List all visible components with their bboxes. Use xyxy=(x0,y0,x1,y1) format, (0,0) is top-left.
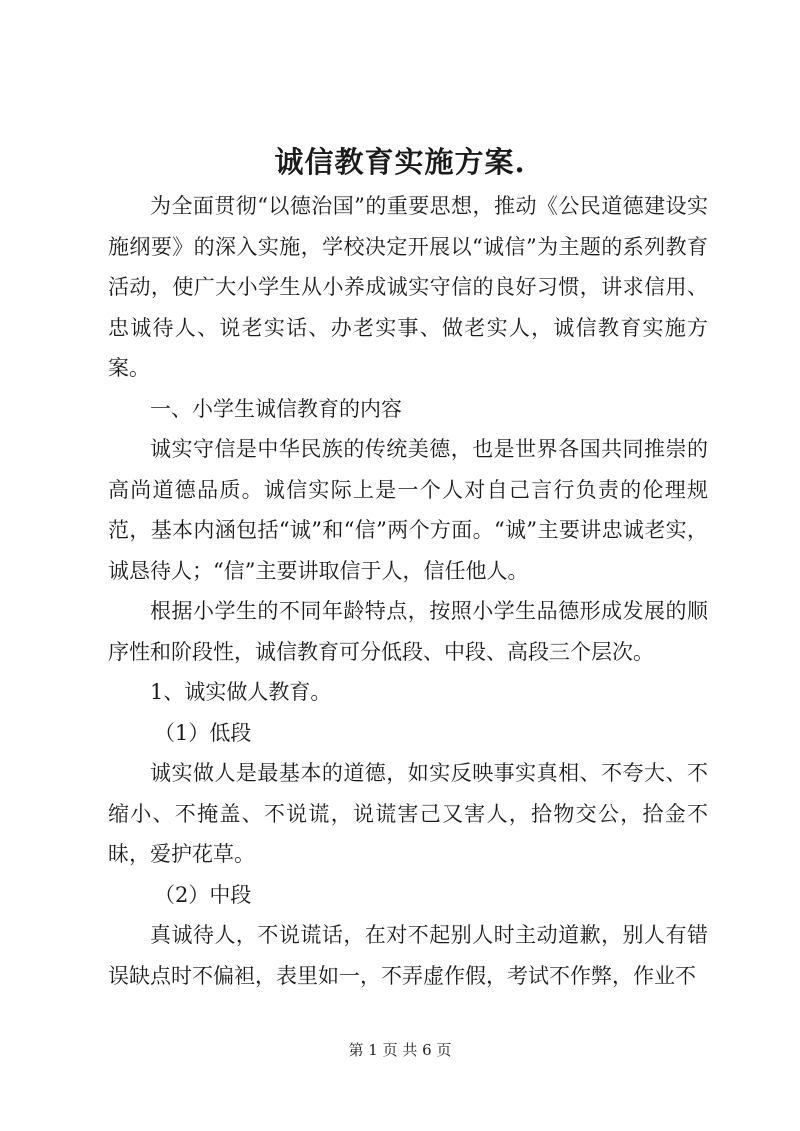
paragraph-intro: 为全面贯彻“以德治国”的重要思想，推动《公民道德建设实施纲要》的深入实施，学校决定开展以“诚信”为主题的系列教育活动，使广大小学生从小养成诚实守信的良好习惯，讲求信用、忠诚待人、说老实话、办老实事、做老实人，诚信教育实施方案。 xyxy=(108,194,708,380)
paragraph-content: 诚实守信是中华民族的传统美德，也是世界各国共同推崇的高尚道德品质。诚信实际上是一个人对自己言行负责的伦理规范，基本内涵包括“诚”和“信”两个方面。“诚”主要讲忠诚老实，诚恳待人；“信”主要讲取信于人，信任他人。 xyxy=(108,437,708,583)
page-number-footer: 第 1 页 共 6 页 xyxy=(348,1041,452,1059)
subheading-low-level: （1）低段 xyxy=(154,720,252,745)
paragraph-levels: 根据小学生的不同年龄特点，按照小学生品德形成发展的顺序性和阶段性，诚信教育可分低段、中段、高段三个层次。 xyxy=(108,599,708,664)
paragraph-mid-level: 真诚待人，不说谎话，在对不起别人时主动道歉，别人有错误缺点时不偏袒，表里如一，不弄虚作假，考试不作弊，作业不 xyxy=(108,923,708,988)
subheading-honest-education: 1、诚实做人教育。 xyxy=(150,680,332,704)
subheading-mid-level: （2）中段 xyxy=(154,882,252,907)
document-body xyxy=(108,186,708,996)
paragraph-low-level: 诚实做人是最基本的道德，如实反映事实真相、不夸大、不缩小、不掩盖、不说谎，说谎害己又害人，拾物交公，拾金不昧，爱护花草。 xyxy=(108,761,708,866)
document-title: 诚信教育实施方案. xyxy=(274,145,526,179)
section-heading-1: 一、小学生诚信教育的内容 xyxy=(150,396,402,421)
